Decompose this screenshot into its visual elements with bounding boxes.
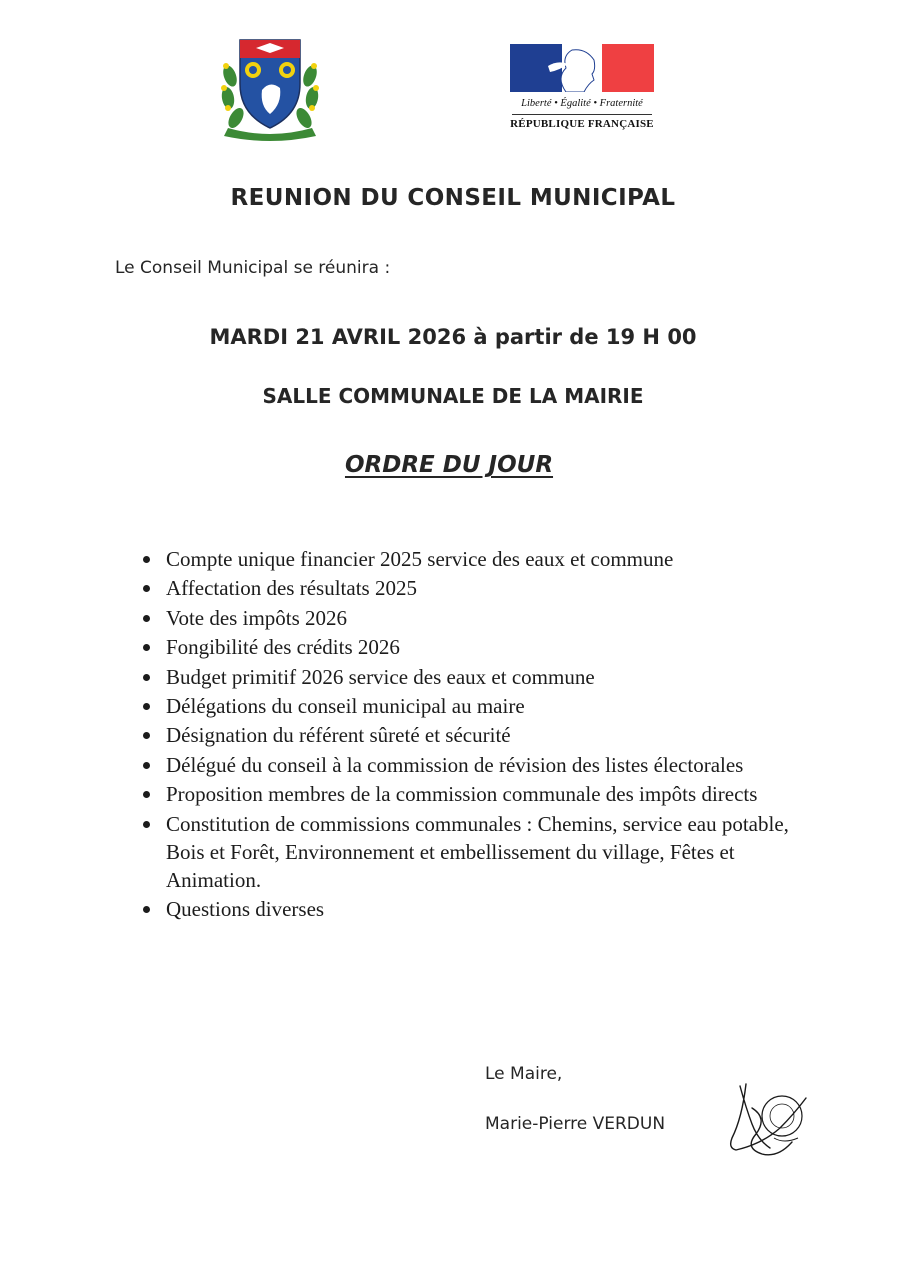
notice-title: REUNION DU CONSEIL MUNICIPAL bbox=[230, 185, 676, 211]
agenda-item: Affectation des résultats 2025 bbox=[136, 574, 816, 602]
meeting-date: MARDI 21 AVRIL 2026 à partir de 19 H 00 bbox=[209, 325, 697, 349]
agenda-item: Constitution de commissions communales : Chemins, service eau potable, Bois et Forêt, Environnement et embellissement du village, Fêtes et Animation. bbox=[136, 810, 816, 894]
signatory-name: Marie-Pierre VERDUN bbox=[485, 1114, 666, 1134]
agenda-item: Vote des impôts 2026 bbox=[136, 604, 816, 632]
agenda-list bbox=[136, 545, 816, 924]
republique-francaise-logo bbox=[510, 44, 656, 136]
agenda-title: ORDRE DU JOUR bbox=[344, 452, 554, 478]
agenda-item: Compte unique financier 2025 service des eaux et commune bbox=[136, 545, 816, 573]
french-flag-marianne-icon bbox=[510, 44, 654, 92]
agenda-item: Délégué du conseil à la commission de révision des listes électorales bbox=[136, 751, 816, 779]
notice-intro: Le Conseil Municipal se réunira : bbox=[115, 258, 391, 278]
republic-label: RÉPUBLIQUE FRANÇAISE bbox=[510, 118, 654, 130]
agenda-item: Délégations du conseil municipal au maire bbox=[136, 692, 816, 720]
agenda-item: Questions diverses bbox=[136, 895, 816, 923]
agenda-item: Proposition membres de la commission communale des impôts directs bbox=[136, 780, 816, 808]
republic-motto: Liberté • Égalité • Fraternité bbox=[521, 98, 643, 109]
signatory-role: Le Maire, bbox=[485, 1064, 563, 1084]
municipal-coat-of-arms bbox=[218, 36, 322, 142]
agenda-item: Désignation du référent sûreté et sécurité bbox=[136, 721, 816, 749]
handwritten-signature-stamp bbox=[722, 1078, 814, 1160]
motto-divider bbox=[512, 114, 652, 115]
agenda-item: Budget primitif 2026 service des eaux et commune bbox=[136, 663, 816, 691]
meeting-place: SALLE COMMUNALE DE LA MAIRIE bbox=[262, 384, 644, 408]
agenda-item: Fongibilité des crédits 2026 bbox=[136, 633, 816, 661]
